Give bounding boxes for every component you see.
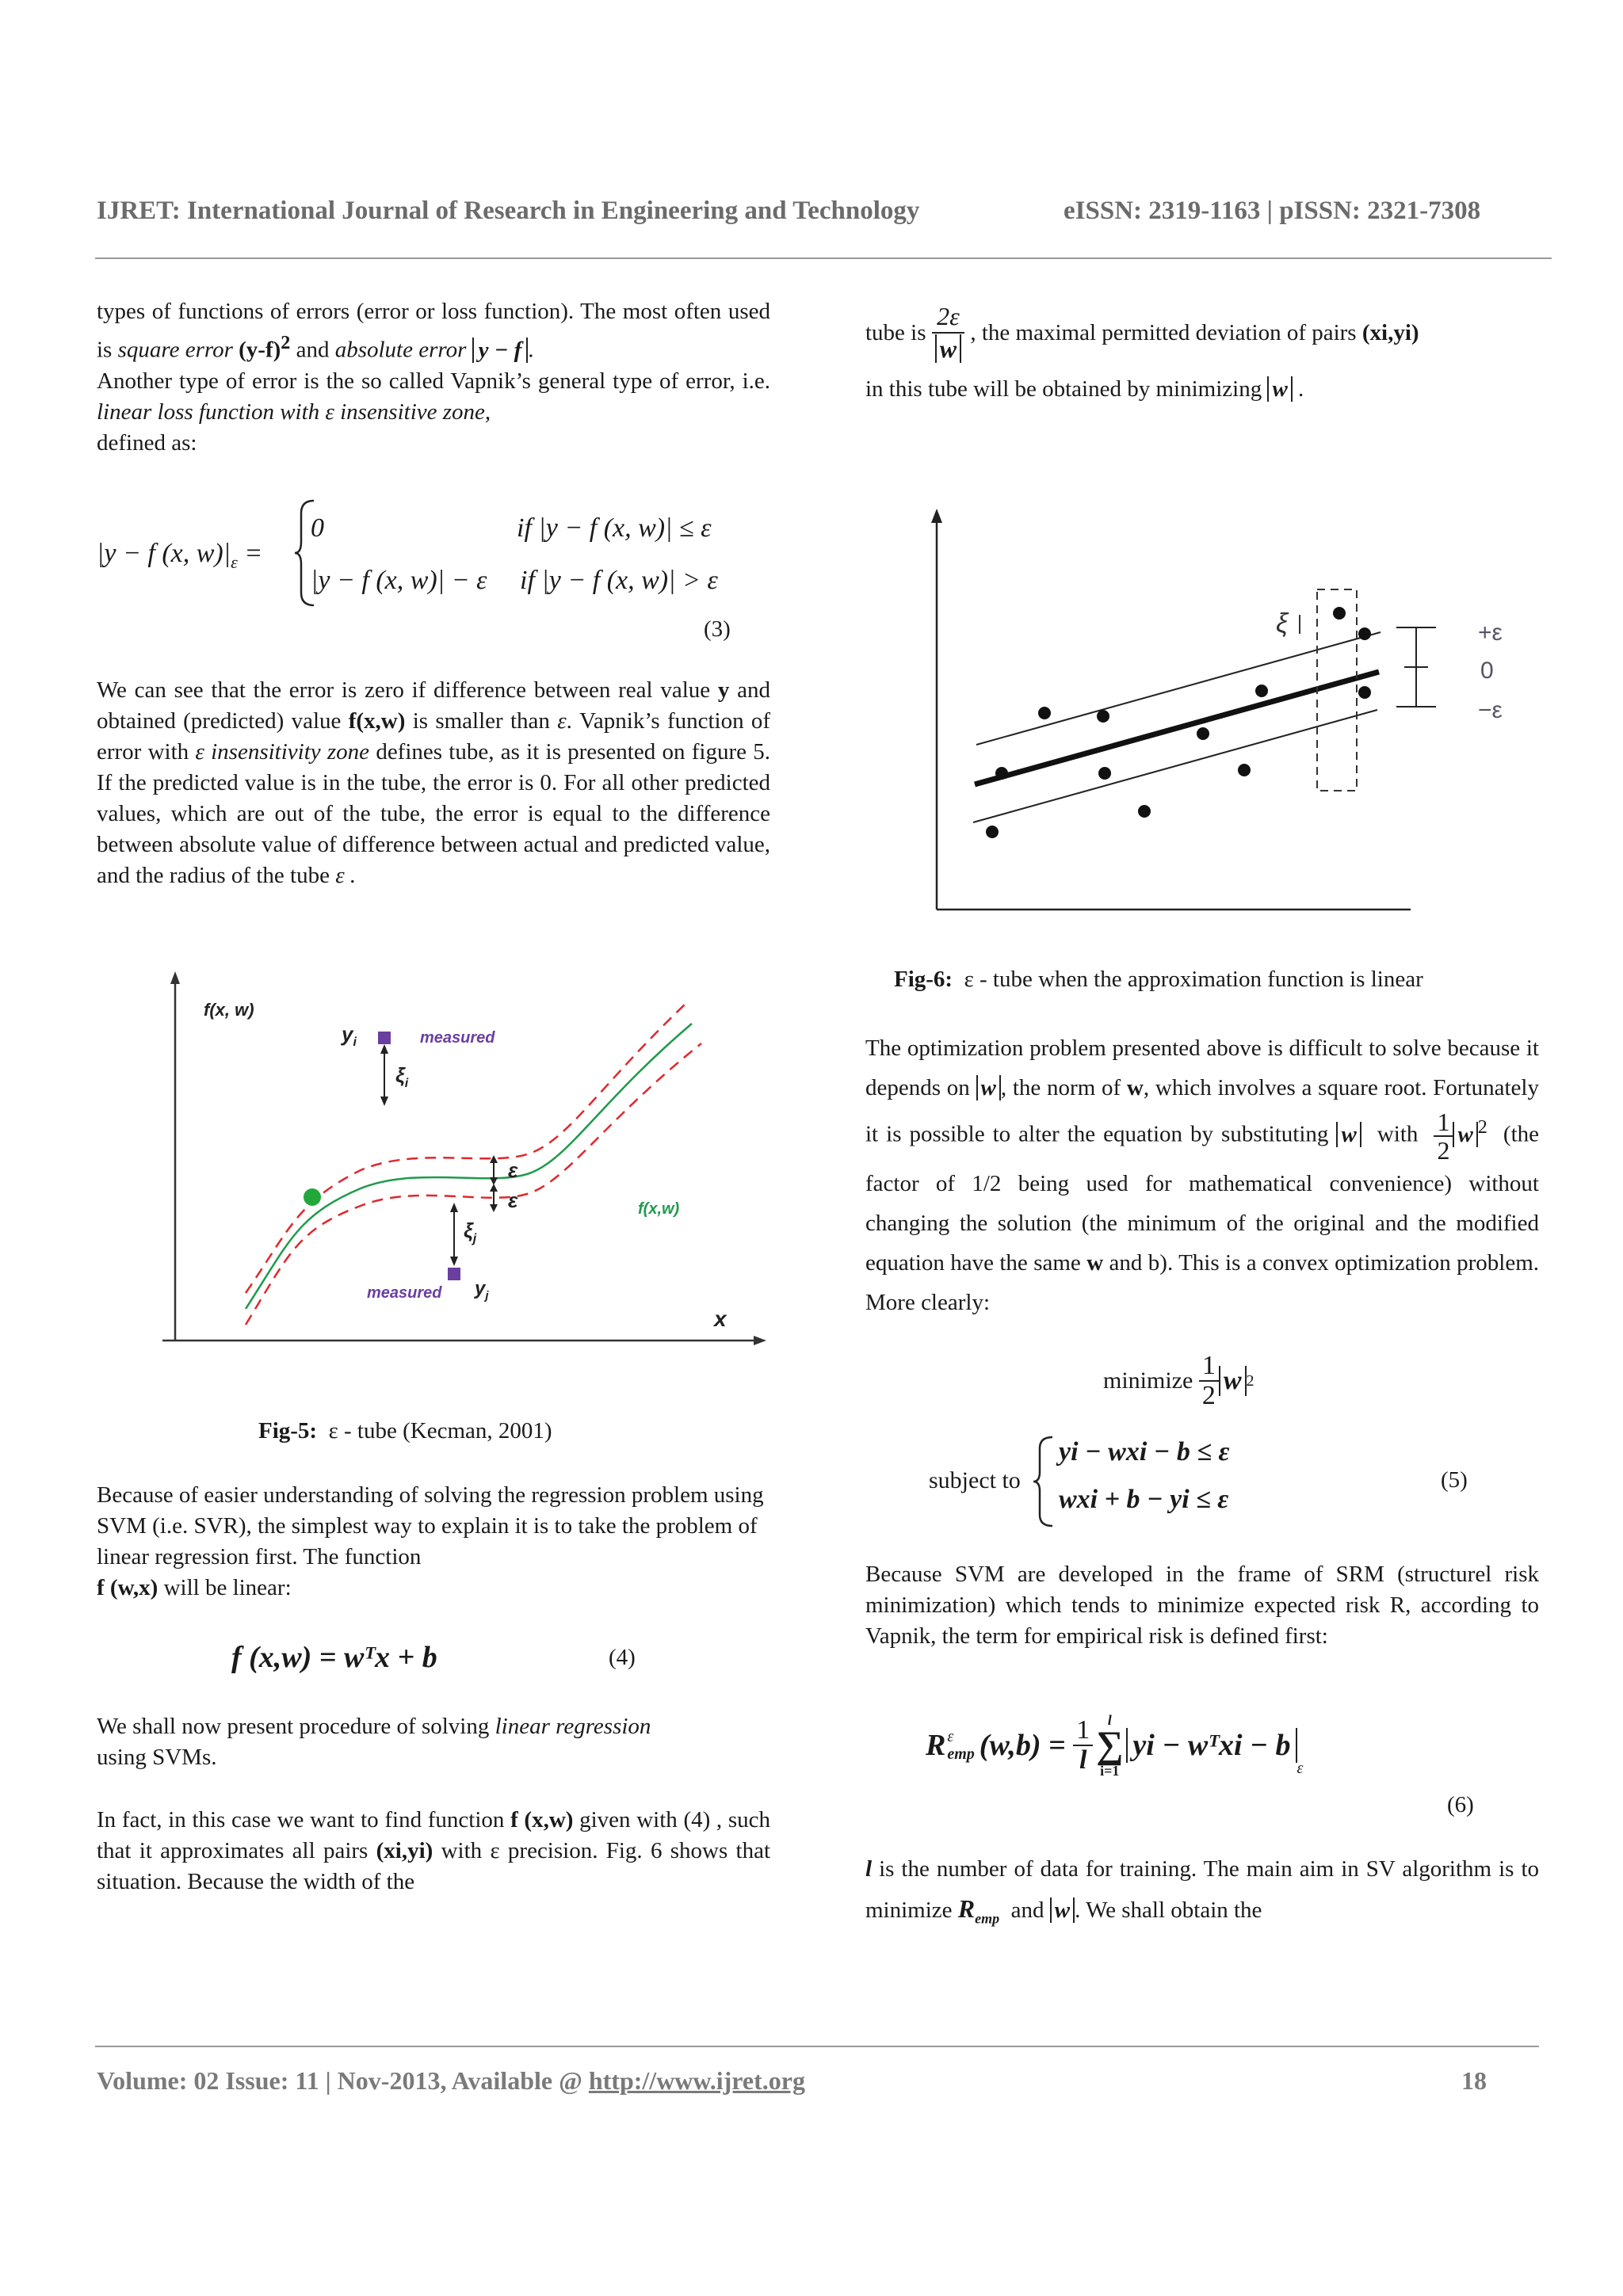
fig5-eps-upper: ε <box>508 1158 518 1182</box>
fig5-y-arrow <box>170 971 180 984</box>
fig5-regression-curve <box>246 1024 692 1309</box>
right-para-7: Because SVM are developed in the frame of SRM (structurel risk minimization) which tends to minimize expected risk R, according to Vapnik, the term for empirical risk is defined first: <box>865 1562 1539 1649</box>
fig6-zero: 0 <box>1480 658 1494 684</box>
eq3-number: (3) <box>704 616 731 642</box>
minimize-expr: minimize $\frac{1}{2}$ w 2 <box>1103 1351 1254 1410</box>
footer-volume: Volume: 02 Issue: 11 | Nov-2013, Available @ http://www.ijret.org <box>97 2066 805 2095</box>
header-rule <box>95 257 1552 259</box>
eq6-number: (6) <box>1447 1792 1474 1817</box>
fig5-x-arrow <box>754 1336 766 1345</box>
eq5-number: (5) <box>1441 1467 1468 1493</box>
eq3-case1-val: 0 <box>311 513 324 543</box>
issn: eISSN: 2319-1163 | pISSN: 2321-7308 <box>1064 196 1481 225</box>
fig5-eps-lower: ε <box>508 1188 518 1212</box>
constraint-1: yi − wxi − b ≤ ε <box>1059 1437 1230 1466</box>
fig5-fxw-label: f(x, w) <box>204 1000 254 1020</box>
fig5-point-on-curve <box>304 1188 321 1206</box>
fig5-lower-boundary <box>246 1043 701 1325</box>
fig5-yi-label: $y_i$ <box>342 1022 357 1049</box>
fig5-measured-bottom: measured <box>367 1284 442 1302</box>
fig5-caption: Fig-5: ε - tube (Kecman, 2001) <box>258 1418 552 1444</box>
fig5-measured-point-j <box>448 1268 460 1280</box>
fig6-caption: Fig-6: ε - tube when the approximation function is linear <box>894 967 1423 992</box>
fig5-fxw-green-label: f(x,w) <box>638 1200 680 1218</box>
fig6-linear-tube <box>919 505 1553 917</box>
eq3-case1-cond: if |y − f (x, w)| ≤ ε <box>517 513 712 543</box>
right-para-8: l is the number of data for training. The main aim in SV algorithm is to minimize $R_{emp}$ and w . We shall obtain the <box>865 1856 1540 1927</box>
left-para-1: types of functions of errors (error or loss function). The most often used is square error $(y-f)^2$ and absolute error y − f . Another type of error is the so called Vapnik’s general type of error, i.e. linear loss function with ε insensitive zone, defined as: <box>97 299 770 456</box>
fig6-minus-eps: −ε <box>1478 697 1503 723</box>
fig6-y-arrow <box>931 509 942 523</box>
fig5-yj-label: $y_j$ <box>475 1278 489 1302</box>
eq6: R ε emp (w,b) = $\frac{1}{l}$ l ∑ i=1 yi − wᵀxi − b ε <box>926 1712 1304 1779</box>
eq4: f (x,w) = wᵀx + b <box>231 1641 437 1674</box>
page-number: 18 <box>1461 2066 1487 2095</box>
left-para-4: We shall now present procedure of solving linear regression using SVMs. <box>97 1714 651 1770</box>
fig5-xi-i-label: $\xi_i$ <box>395 1063 409 1090</box>
footer-rule <box>95 2046 1539 2047</box>
eq3-case2-cond: if |y − f (x, w)| > ε <box>520 566 718 595</box>
fig5-measured-top: measured <box>420 1029 495 1047</box>
eq5-brace <box>1032 1434 1056 1529</box>
right-para-6: The optimization problem presented above is difficult to solve because it depends on w , the norm of w, which involves a square root. Fortunately it is possible to alter the equation by substituting w with $\frac{1}{2}$ w $^2$ (the factor of 1/2 being used for mathematical convenience) without changing the solution (the minimum of the original and the modified equation have the same w and b). This is a convex optimization problem. More clearly: <box>865 1035 1540 1315</box>
eq3-lhs: |y − f (x, $w)|_\varepsilon$ = <box>97 539 263 572</box>
fig6-plus-eps: +ε <box>1478 620 1503 646</box>
fig6-xi-label: ξ <box>1276 608 1289 639</box>
right-para-1: tube is $\frac{2\varepsilon}{w}$ , the maximal permitted deviation of pairs (xi,yi) in this tube will be obtained by minimizing w . <box>865 302 1419 402</box>
left-para-2: We can see that the error is zero if difference between real value y and obtained (predicted) value f(x,w) is smaller than ε. Vapnik’s function of error with ε insensitivity zone defines tube, as it is presented on figure 5. If the predicted value is in the tube, the error is 0. For all other predicted values, which are out of the tube, the error is equal to the difference between absolute value of difference between actual and predicted value, and the radius of the tube ε . <box>97 677 771 888</box>
left-para-3: Because of easier understanding of solving the regression problem using SVM (i.e. SVR), the simplest way to explain it is to take the problem of linear regression first. The function f (w,x) will be linear: <box>97 1482 764 1600</box>
fig5-measured-point-i <box>378 1032 391 1044</box>
fig5-x-label: x <box>714 1306 727 1331</box>
constraint-2: wxi + b − yi ≤ ε <box>1059 1485 1229 1514</box>
journal-title: IJRET: International Journal of Research in Engineering and Technology <box>97 196 920 225</box>
fig5-upper-boundary <box>246 1004 685 1293</box>
fig5-epsilon-tube <box>155 968 773 1364</box>
subject-to-label: subject to <box>929 1467 1021 1493</box>
eq3-case2-val: |y − f (x, w)| − ε <box>311 566 487 595</box>
left-para-5: In fact, in this case we want to find function f (x,w) given with (4) , such that it approximates all pairs (xi,yi) with ε precision. Fig. 6 shows that situation. Because the width of the <box>97 1807 771 1894</box>
fig5-xi-j-label: $\xi_j$ <box>464 1219 477 1245</box>
footer-url-link[interactable]: http://www.ijret.org <box>588 2066 805 2095</box>
eq4-number: (4) <box>609 1645 636 1670</box>
